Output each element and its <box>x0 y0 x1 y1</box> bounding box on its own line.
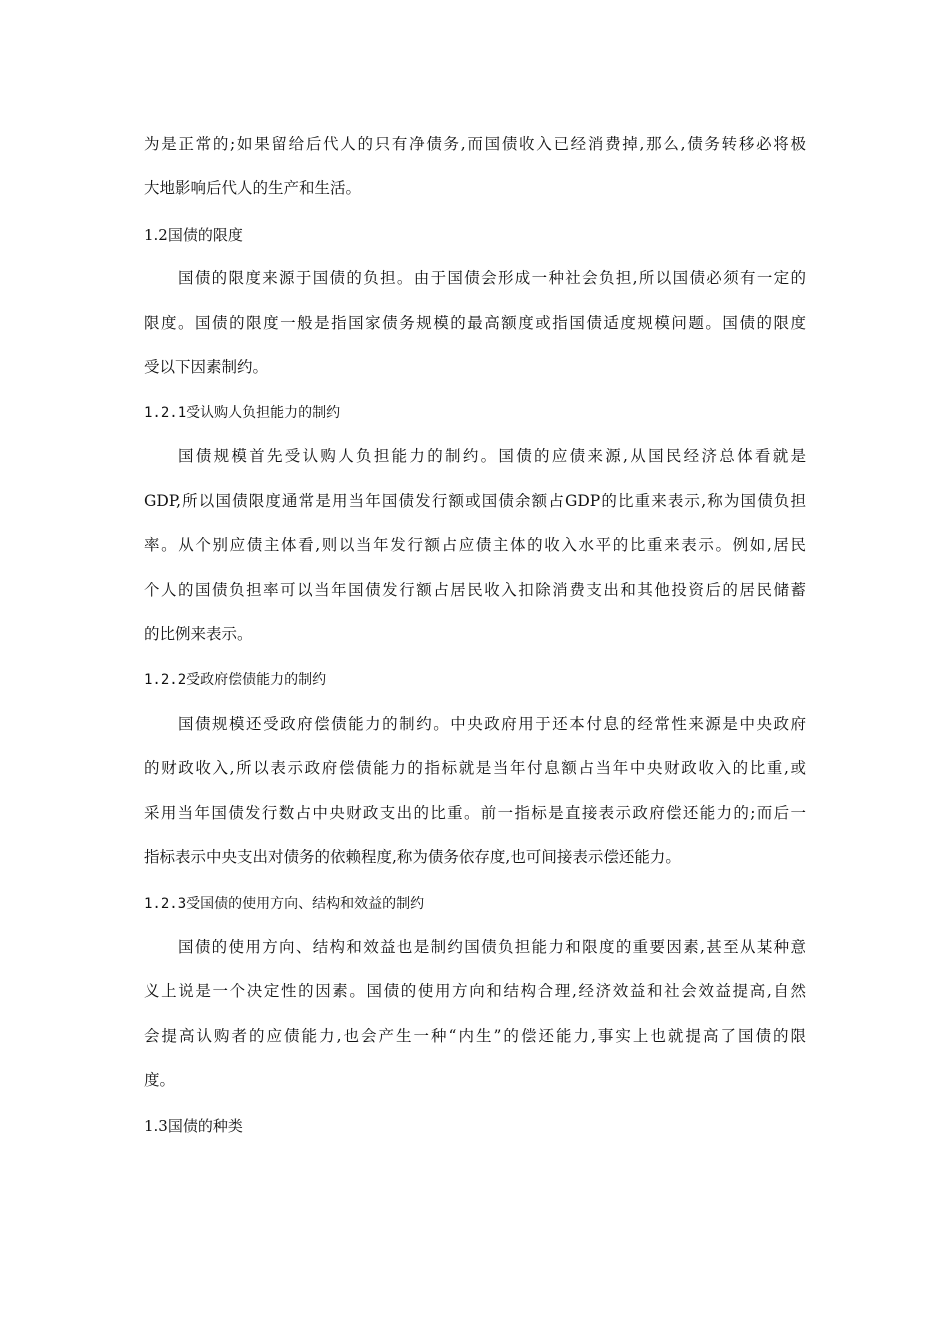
body-line: 义上说是一个决定性的因素。国债的使用方向和结构合理,经济效益和社会效益提高,自然 <box>144 982 806 1000</box>
body-line: 的财政收入,所以表示政府偿债能力的指标就是当年付息额占当年中央财政收入的比重,或 <box>144 759 806 777</box>
body-line: 采用当年国债发行数占中央财政支出的比重。前一指标是直接表示政府偿还能力的;而后一 <box>144 804 806 822</box>
subsection-heading: 1.2.1受认购人负担能力的制约 <box>144 405 341 421</box>
subsection-heading: 1.2.3受国债的使用方向、结构和效益的制约 <box>144 896 425 912</box>
body-line: 限度。国债的限度一般是指国家债务规模的最高额度或指国债适度规模问题。国债的限度 <box>144 314 806 332</box>
section-heading: 1.3国债的种类 <box>144 1117 243 1135</box>
section-heading: 1.2国债的限度 <box>144 226 243 244</box>
body-line: GDP,所以国债限度通常是用当年国债发行额或国债余额占GDP的比重来表示,称为国债负担 <box>144 492 806 510</box>
body-line: 会提高认购者的应债能力,也会产生一种“内生”的偿还能力,事实上也就提高了国债的限 <box>144 1027 806 1045</box>
body-line: 指标表示中央支出对债务的依赖程度,称为债务依存度,也可间接表示偿还能力。 <box>144 848 681 866</box>
body-line: 为是正常的;如果留给后代人的只有净债务,而国债收入已经消费掉,那么,债务转移必将极 <box>144 135 806 153</box>
body-line: 国债的使用方向、结构和效益也是制约国债负担能力和限度的重要因素,甚至从某种意 <box>178 938 806 956</box>
body-line: 度。 <box>144 1071 176 1089</box>
body-line: 个人的国债负担率可以当年国债发行额占居民收入扣除消费支出和其他投资后的居民储蓄 <box>144 581 806 599</box>
subsection-heading: 1.2.2受政府偿债能力的制约 <box>144 672 327 688</box>
body-line: 大地影响后代人的生产和生活。 <box>144 179 362 197</box>
body-line: 的比例来表示。 <box>144 625 253 643</box>
body-line: 受以下因素制约。 <box>144 358 269 376</box>
body-line: 国债规模还受政府偿债能力的制约。中央政府用于还本付息的经常性来源是中央政府 <box>178 715 806 733</box>
body-line: 国债的限度来源于国债的负担。由于国债会形成一种社会负担,所以国债必须有一定的 <box>178 269 806 287</box>
body-line: 国债规模首先受认购人负担能力的制约。国债的应债来源,从国民经济总体看就是 <box>178 447 806 465</box>
body-line: 率。从个别应债主体看,则以当年发行额占应债主体的收入水平的比重来表示。例如,居民 <box>144 536 806 554</box>
